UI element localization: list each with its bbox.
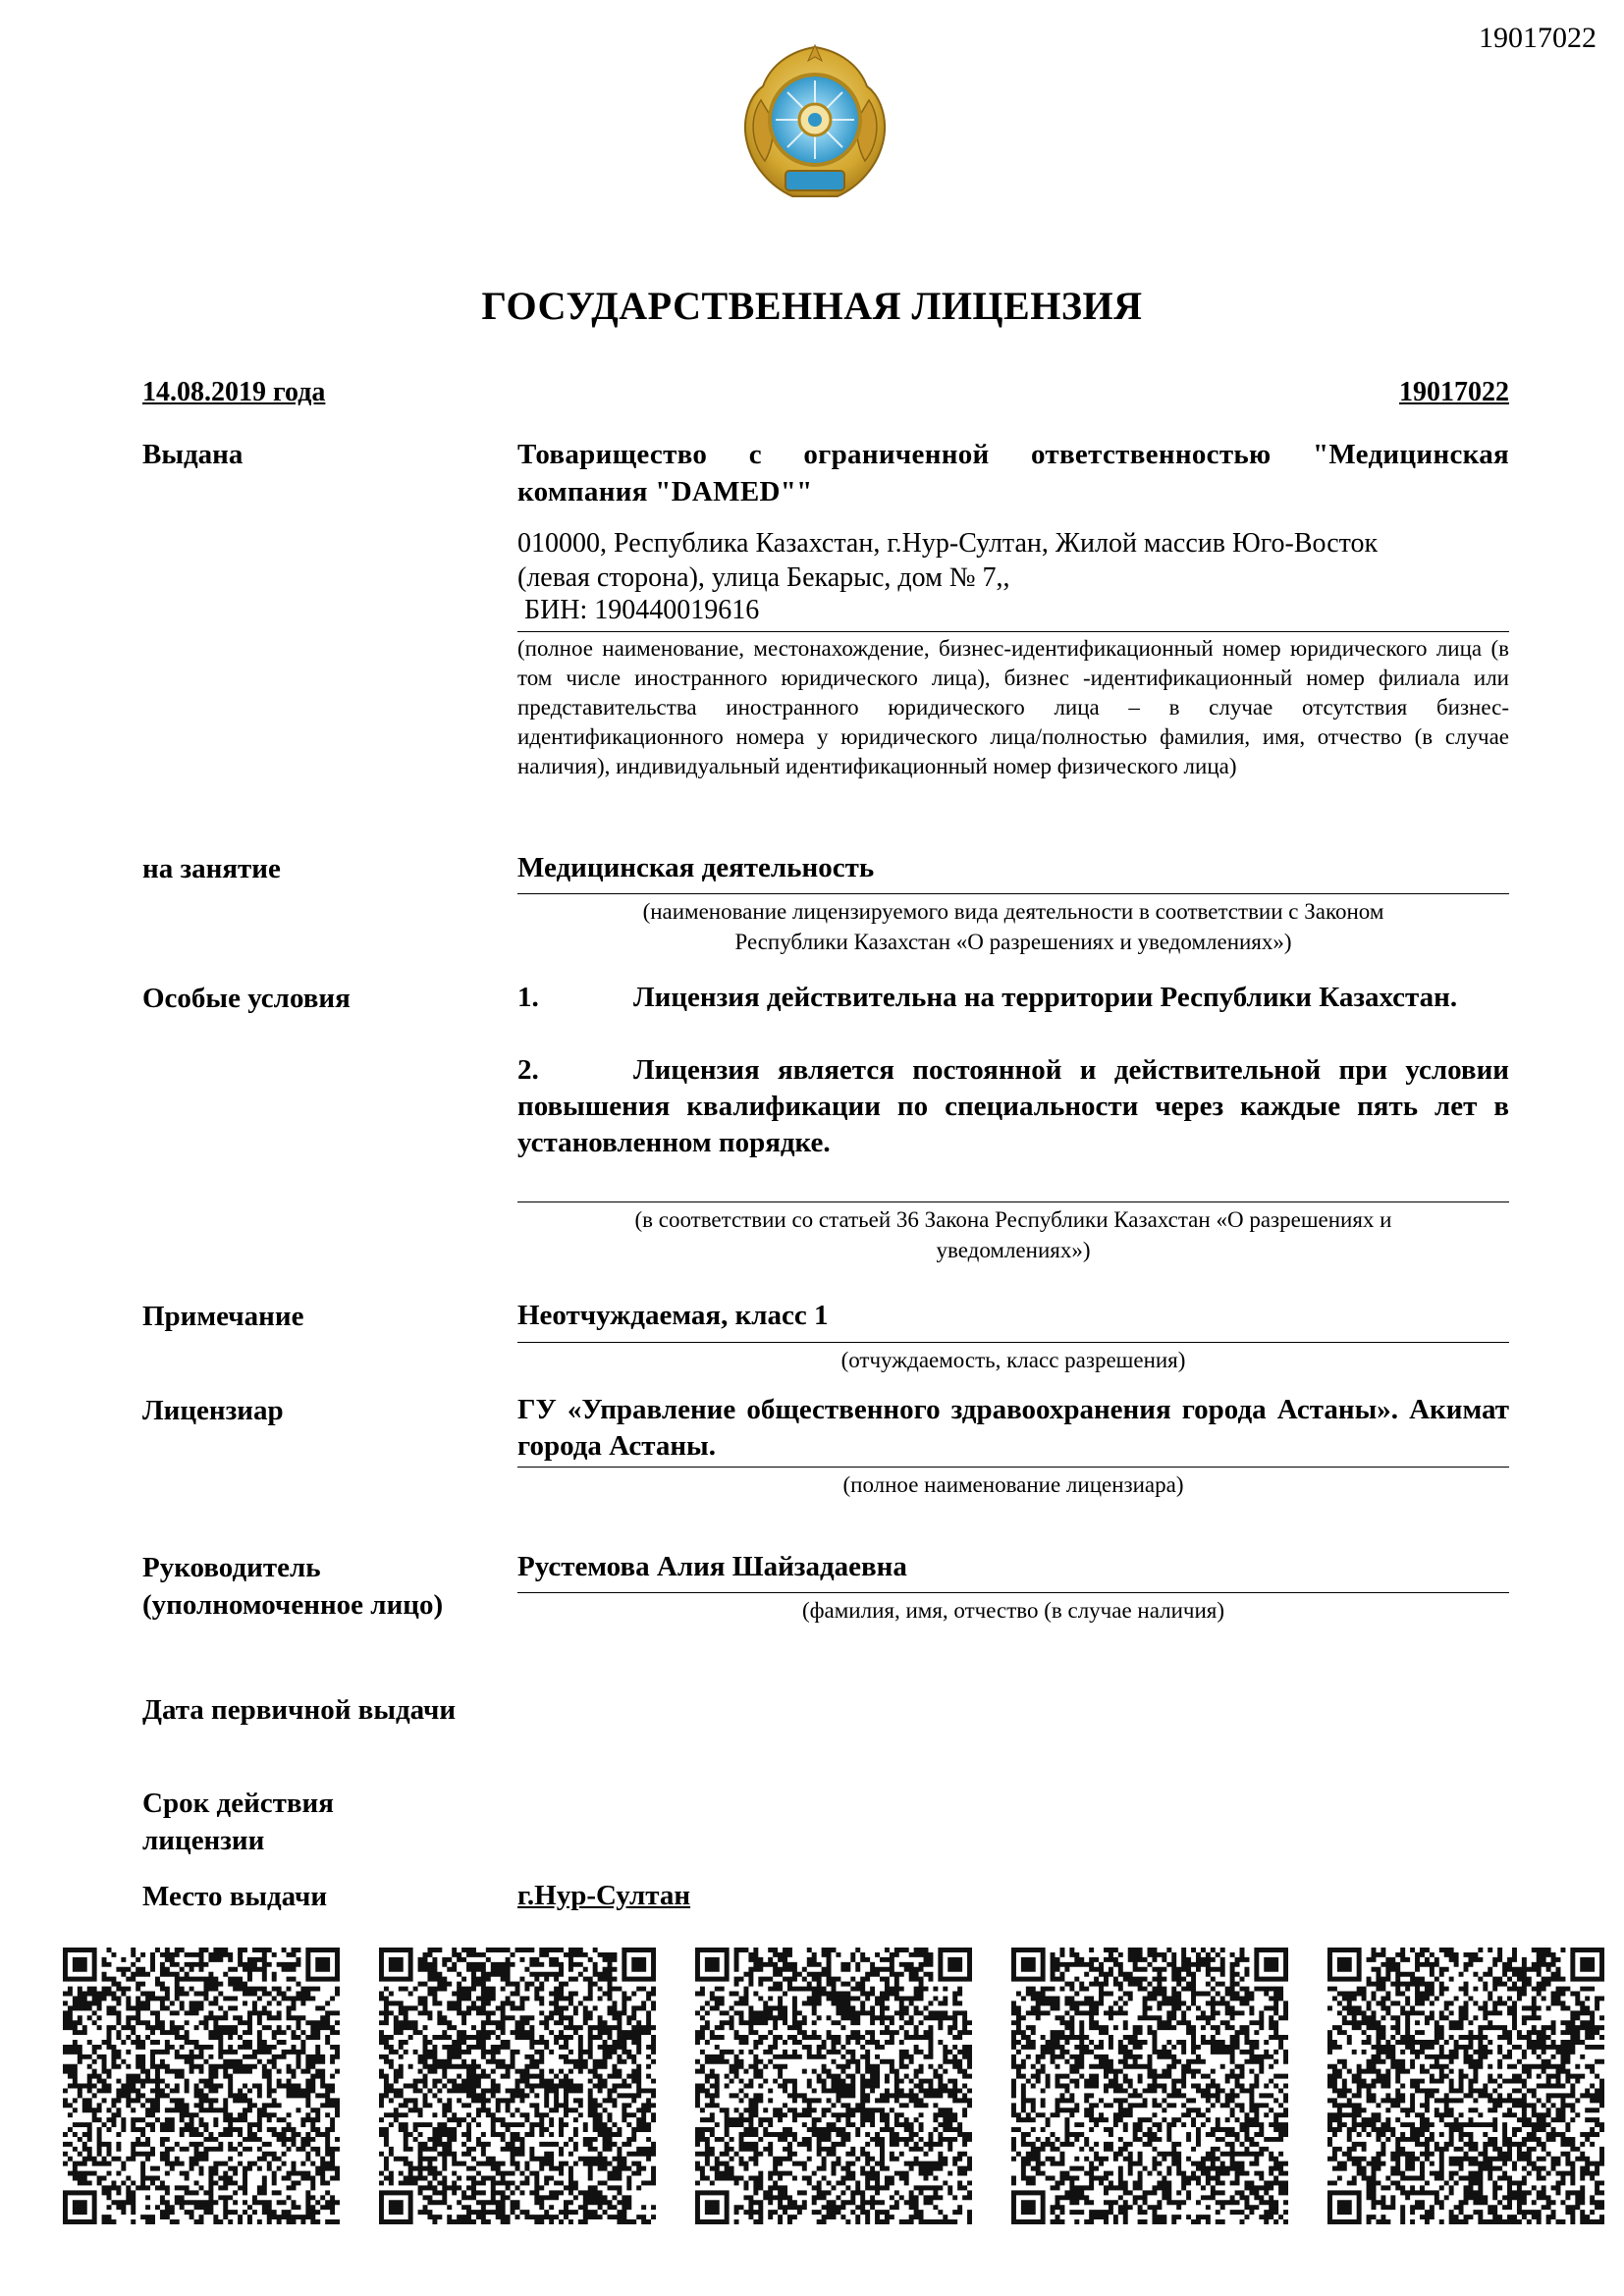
conditions-item-1-text: Лицензия действительна на территории Республики Казахстан.	[633, 982, 1458, 1013]
licensor-label: Лицензиар	[142, 1395, 284, 1426]
qr-code-icon	[379, 1948, 656, 2224]
conditions-underline	[517, 1201, 1509, 1202]
corner-document-number: 19017022	[1479, 22, 1597, 54]
licensor-value: ГУ «Управление общественного здравоохранения города Астаны». Акимат города Астаны.	[517, 1394, 1509, 1462]
head-value: Рустемова Алия Шайзадаевна	[517, 1551, 907, 1582]
activity-label: на занятие	[142, 853, 281, 884]
place-label: Место выдачи	[142, 1881, 328, 1912]
conditions-caption-line1: (в соответствии со статьей 36 Закона Республики Казахстан «О разрешениях и	[634, 1207, 1392, 1232]
conditions-item-2	[517, 1052, 1509, 1161]
activity-value: Медицинская деятельность	[517, 852, 875, 883]
licensor-underline	[517, 1467, 1509, 1468]
activity-caption-line2: Республики Казахстан «О разрешениях и уведомлениях»)	[734, 930, 1292, 954]
note-value: Неотчуждаемая, класс 1	[517, 1300, 829, 1331]
issued-label: Выдана	[142, 439, 244, 470]
note-underline	[517, 1342, 1509, 1343]
qr-code-icon	[1011, 1948, 1288, 2224]
place-value: г.Нур-Султан	[517, 1880, 691, 1911]
conditions-item-2-number: 2.	[517, 1054, 539, 1086]
conditions-item-1	[517, 980, 1509, 1016]
note-caption: (отчуждаемость, класс разрешения)	[840, 1348, 1186, 1372]
issued-org-name: Товарищество с ограниченной ответственностью "Медицинская компания "DAMED""	[517, 439, 1509, 507]
license-date: 14.08.2019 года	[142, 377, 326, 407]
issued-address-line2: (левая сторона), улица Бекарыс, дом № 7,,	[517, 562, 1010, 593]
issued-caption: (полное наименование, местонахождение, бизнес-идентификационный номер юридического лица (в том числе иностранного юридического лица), бизнес -идентификационный номер филиала или представительства иностранного юридического лица – в случае отсутствия бизнес-идентификационного номера у юридического лица/полностью фамилия, имя, отчество (в случае наличия), индивидуальный идентификационный номер физического лица)	[517, 636, 1509, 778]
first-issue-label: Дата первичной выдачи	[142, 1694, 457, 1726]
activity-underline	[517, 893, 1509, 894]
qr-code-icon	[1327, 1948, 1604, 2224]
license-number: 19017022	[1399, 377, 1509, 407]
head-caption: (фамилия, имя, отчество (в случае наличия)	[801, 1598, 1225, 1623]
validity-label-line1: Срок действия	[142, 1788, 334, 1819]
head-underline	[517, 1592, 1509, 1593]
conditions-item-1-number: 1.	[517, 982, 539, 1013]
licensor-caption: (полное наименование лицензиара)	[842, 1472, 1184, 1497]
issued-underline	[517, 631, 1509, 632]
conditions-caption-line2: уведомлениях»)	[936, 1238, 1091, 1262]
conditions-label: Особые условия	[142, 983, 351, 1014]
state-emblem-icon	[731, 41, 898, 213]
note-label: Примечание	[142, 1301, 304, 1332]
issued-bin: БИН: 190440019616	[517, 595, 760, 625]
head-label-line2: (уполномоченное лицо)	[142, 1589, 444, 1621]
conditions-item-2-text: Лицензия является постоянной и действительной при условии повышения квалификации по специальности через каждые пять лет в установленном порядке.	[517, 1054, 1509, 1158]
document-title: ГОСУДАРСТВЕННАЯ ЛИЦЕНЗИЯ	[481, 284, 1143, 328]
head-label-line1: Руководитель	[142, 1552, 321, 1583]
activity-caption-line1: (наименование лицензируемого вида деятельности в соответствии с Законом	[642, 899, 1384, 924]
validity-label-line2: лицензии	[142, 1825, 265, 1856]
qr-code-icon	[63, 1948, 340, 2224]
qr-code-icon	[695, 1948, 972, 2224]
issued-address-line1: 010000, Республика Казахстан, г.Нур-Султан, Жилой массив Юго-Восток	[517, 528, 1379, 559]
